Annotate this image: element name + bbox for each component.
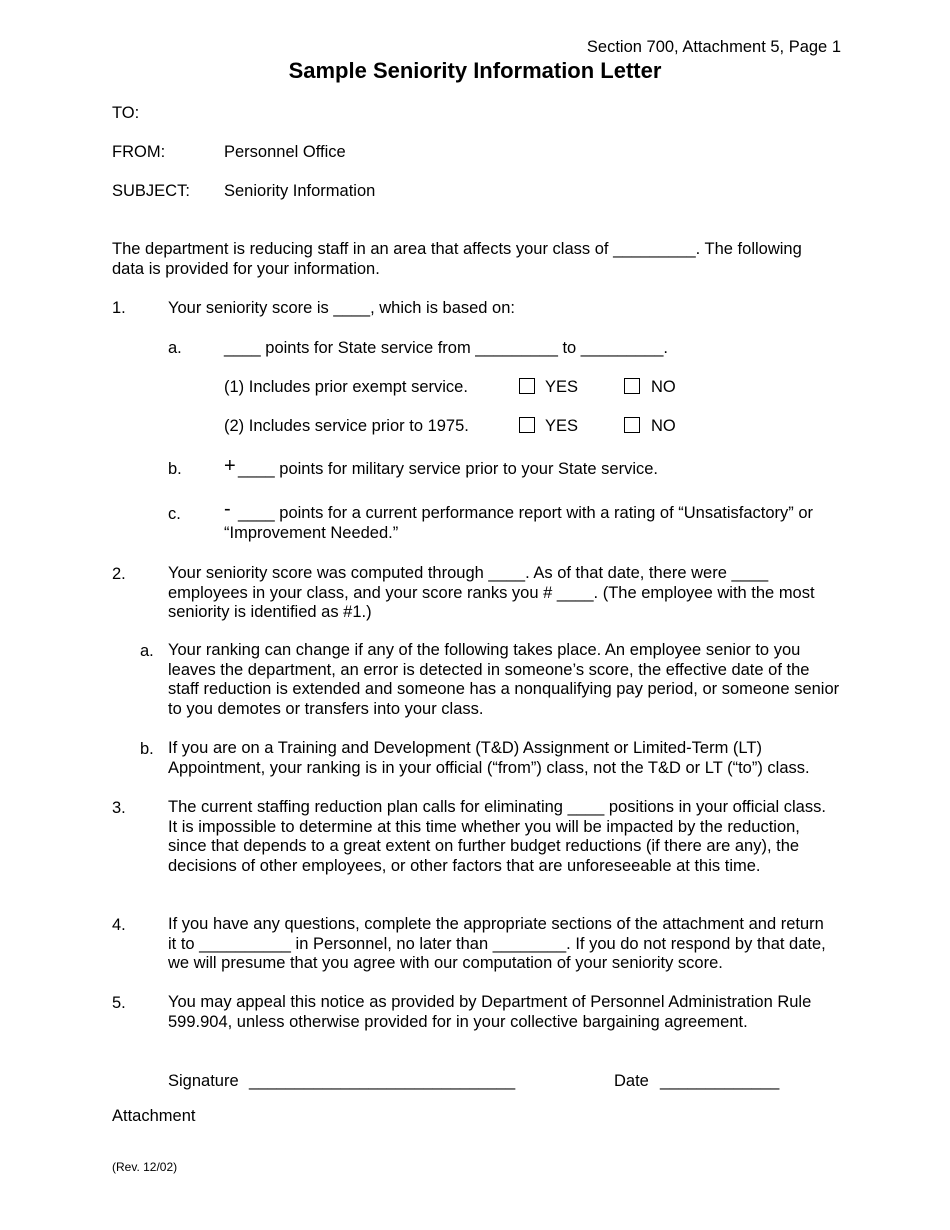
exempt-yes-checkbox[interactable]: [519, 378, 535, 394]
exempt-yes-label: YES: [545, 378, 579, 396]
item-1a-text: ____ points for State service from _________ to _________.: [224, 339, 668, 357]
item-1a-letter: a.: [168, 339, 182, 357]
item-1-number: 1.: [112, 299, 126, 317]
signature-label: Signature: [168, 1072, 239, 1090]
item-4-text: If you have any questions, complete the appropriate sections of the attachment and return it to __________ in Personnel, no later than ________. If you do not respond by that date, we will presume that you agree with our computation of your seniority score.: [168, 915, 826, 972]
section-reference: Section 700, Attachment 5, Page 1: [586, 38, 841, 56]
item-1a-sub2-text: (2) Includes service prior to 1975.: [224, 417, 469, 435]
prior-1975-no-label: NO: [651, 417, 676, 435]
date-label: Date: [614, 1072, 649, 1090]
revision-note: (Rev. 12/02): [112, 1160, 178, 1174]
from-value: Personnel Office: [224, 143, 346, 161]
date-line[interactable]: _____________: [660, 1072, 780, 1090]
subject-value: Seniority Information: [224, 182, 376, 200]
item-2b-text: If you are on a Training and Development (T&D) Assignment or Limited-Term (LT) Appointment, your ranking is in your official (“from”) class, not the T&D or LT (“to”) class.: [168, 739, 810, 777]
item-5-text: You may appeal this notice as provided by Department of Personnel Administration Rule 599.904, unless otherwise provided for in your collective bargaining agreement.: [168, 993, 812, 1031]
item-1b-text: ____ points for military service prior to your State service.: [238, 460, 659, 478]
from-label: FROM:: [112, 143, 166, 161]
signature-line[interactable]: _____________________________: [249, 1072, 516, 1090]
item-2-text: Your seniority score was computed through ____. As of that date, there were ____ employees in your class, and your score ranks you # ____. (The employee with the most seniority is identified as #1.): [168, 564, 815, 621]
intro-paragraph: The department is reducing staff in an area that affects your class of _________. The following data is provided for your information.: [112, 240, 802, 278]
item-1a-sub1-text: (1) Includes prior exempt service.: [224, 378, 468, 396]
item-1c-minus-sign: -: [224, 498, 231, 520]
item-5-number: 5.: [112, 994, 126, 1012]
exempt-no-checkbox[interactable]: [624, 378, 640, 394]
page-title: Sample Seniority Information Letter: [288, 58, 662, 83]
item-2a-text: Your ranking can change if any of the following takes place. An employee senior to you leaves the department, an error is detected in someone’s score, the effective date of the staff reduction is extended and someone has a nonqualifying pay period, or someone senior to you demotes or transfers into your class.: [168, 641, 840, 718]
item-1c-letter: c.: [168, 505, 181, 523]
item-2b-letter: b.: [140, 740, 154, 758]
prior-1975-no-checkbox[interactable]: [624, 417, 640, 433]
exempt-no-label: NO: [651, 378, 676, 396]
item-1-text: Your seniority score is ____, which is based on:: [168, 299, 515, 317]
attachment-label: Attachment: [112, 1107, 196, 1125]
item-1b-plus-sign: +: [224, 455, 236, 477]
prior-1975-yes-checkbox[interactable]: [519, 417, 535, 433]
item-2-number: 2.: [112, 565, 126, 583]
item-2a-letter: a.: [140, 642, 154, 660]
item-4-number: 4.: [112, 916, 126, 934]
subject-label: SUBJECT:: [112, 182, 190, 200]
item-3-number: 3.: [112, 799, 126, 817]
prior-1975-yes-label: YES: [545, 417, 579, 435]
item-3-text: The current staffing reduction plan calls for eliminating ____ positions in your official class. It is impossible to determine at this time whether you will be impacted by the reduction, since that depends to a great extent on further budget reductions (if there are any), the decisions of other employees, or other factors that are unforeseeable at this time.: [168, 798, 826, 875]
to-label: TO:: [112, 104, 140, 122]
item-1b-letter: b.: [168, 460, 182, 478]
item-1c-text: ____ points for a current performance report with a rating of “Unsatisfactory” or “Improvement Needed.”: [224, 504, 814, 542]
